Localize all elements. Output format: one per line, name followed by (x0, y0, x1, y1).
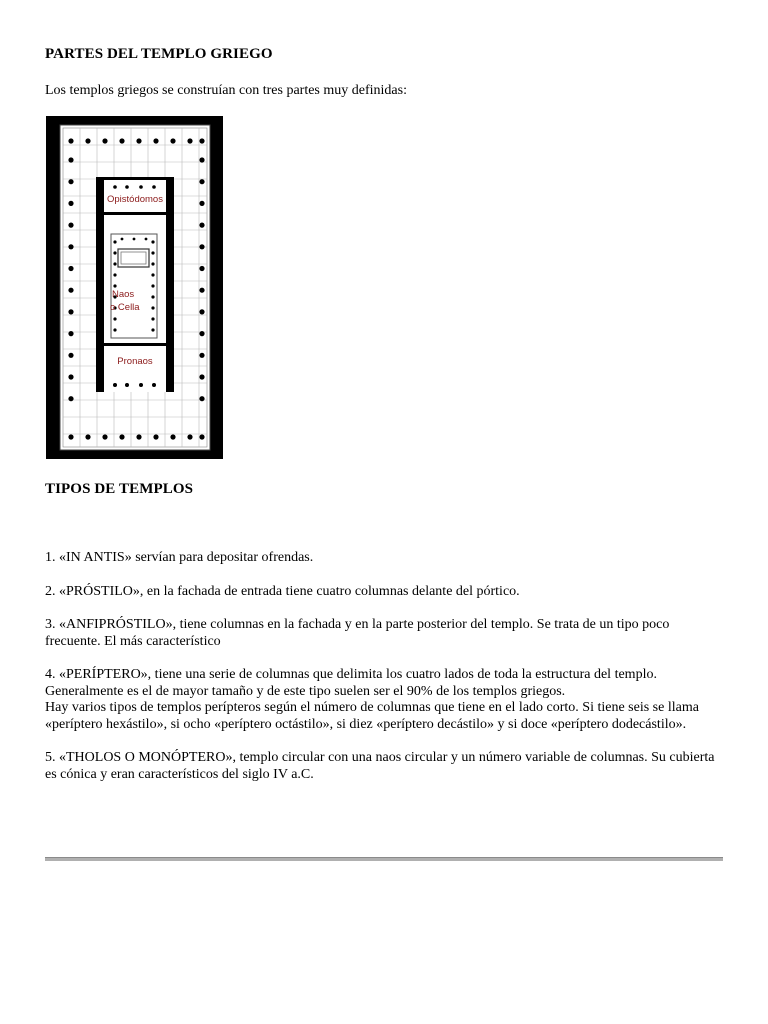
column (151, 251, 154, 254)
column (133, 238, 136, 241)
column (125, 383, 129, 387)
column (68, 396, 73, 401)
temple-plan-figure (46, 116, 223, 459)
horizontal-rule (45, 857, 723, 861)
column (113, 273, 116, 276)
column (145, 238, 148, 241)
column (199, 396, 204, 401)
column (139, 383, 143, 387)
column (199, 244, 204, 249)
cross-wall-bottom (104, 343, 166, 346)
column (85, 434, 90, 439)
column (199, 157, 204, 162)
column (113, 251, 116, 254)
column (199, 309, 204, 314)
column (119, 434, 124, 439)
column (136, 434, 141, 439)
column (151, 262, 154, 265)
intro-paragraph: Los templos griegos se construían con tres partes muy definidas: (45, 83, 407, 98)
label-opistodomos: Opistódomos (107, 194, 163, 205)
column (113, 185, 117, 189)
cross-wall-top (104, 212, 166, 215)
column (121, 238, 124, 241)
column (68, 138, 73, 143)
column (68, 157, 73, 162)
column (113, 317, 116, 320)
column (199, 223, 204, 228)
list-item: 5. «THOLOS O MONÓPTERO», templo circular con una naos circular y un número variable de columnas. Su cubierta es cónica y eran característicos del siglo IV a.C. (45, 750, 715, 782)
column (68, 244, 73, 249)
column (113, 328, 116, 331)
list-item: 3. «ANFIPRÓSTILO», tiene columnas en la fachada y en la parte posterior del templo. Se trata de un tipo poco frecuente. El más característico (45, 617, 670, 649)
column (68, 331, 73, 336)
column (119, 138, 124, 143)
column (136, 138, 141, 143)
column (102, 138, 107, 143)
label-naos-line2: o Cella (110, 302, 140, 313)
column (68, 223, 73, 228)
list-item-continuation: Hay varios tipos de templos perípteros según el número de columnas que tiene en el lado corto. Si tiene seis se llama «períptero hexástilo», si ocho «períptero octástilo», si diez «períptero decástilo» y si doce «períptero dodecástilo». (45, 700, 699, 732)
column (153, 434, 158, 439)
column (113, 240, 116, 243)
column (151, 306, 154, 309)
right-wall (166, 177, 174, 392)
column (152, 185, 156, 189)
column (68, 309, 73, 314)
column (187, 138, 192, 143)
column (151, 240, 154, 243)
column (113, 284, 116, 287)
column (151, 295, 154, 298)
column (153, 138, 158, 143)
column (139, 185, 143, 189)
temple-types-list (45, 550, 725, 800)
column (187, 434, 192, 439)
column (68, 201, 73, 206)
column (68, 434, 73, 439)
column (68, 374, 73, 379)
column (68, 266, 73, 271)
column (151, 317, 154, 320)
column (102, 434, 107, 439)
column (199, 374, 204, 379)
page-title: PARTES DEL TEMPLO GRIEGO (45, 46, 273, 62)
column (199, 201, 204, 206)
left-wall (96, 177, 104, 392)
column (199, 288, 204, 293)
column (151, 273, 154, 276)
column (152, 383, 156, 387)
column (170, 138, 175, 143)
column (170, 434, 175, 439)
section-title: TIPOS DE TEMPLOS (45, 481, 194, 497)
column (68, 179, 73, 184)
column (68, 353, 73, 358)
column (113, 262, 116, 265)
column (199, 434, 204, 439)
column (199, 266, 204, 271)
column (199, 179, 204, 184)
label-pronaos: Pronaos (117, 356, 153, 367)
column (151, 284, 154, 287)
column (199, 353, 204, 358)
list-item: 1. «IN ANTIS» servían para depositar ofrendas. (45, 550, 314, 565)
column (199, 331, 204, 336)
column (125, 185, 129, 189)
column (85, 138, 90, 143)
back-wall (96, 177, 174, 180)
column (113, 383, 117, 387)
column (151, 328, 154, 331)
label-naos-line1: Naos (112, 289, 135, 300)
column (68, 288, 73, 293)
temple-plan-diagram (46, 116, 223, 459)
list-item: 2. «PRÓSTILO», en la fachada de entrada tiene cuatro columnas delante del pórtico. (45, 583, 520, 599)
list-item: 4. «PERÍPTERO», tiene una serie de columnas que delimita los cuatro lados de toda la estructura del templo. Generalmente es el de mayor tamaño y de este tipo suelen ser el 90% de los templos griegos. (45, 667, 657, 699)
column (199, 138, 204, 143)
